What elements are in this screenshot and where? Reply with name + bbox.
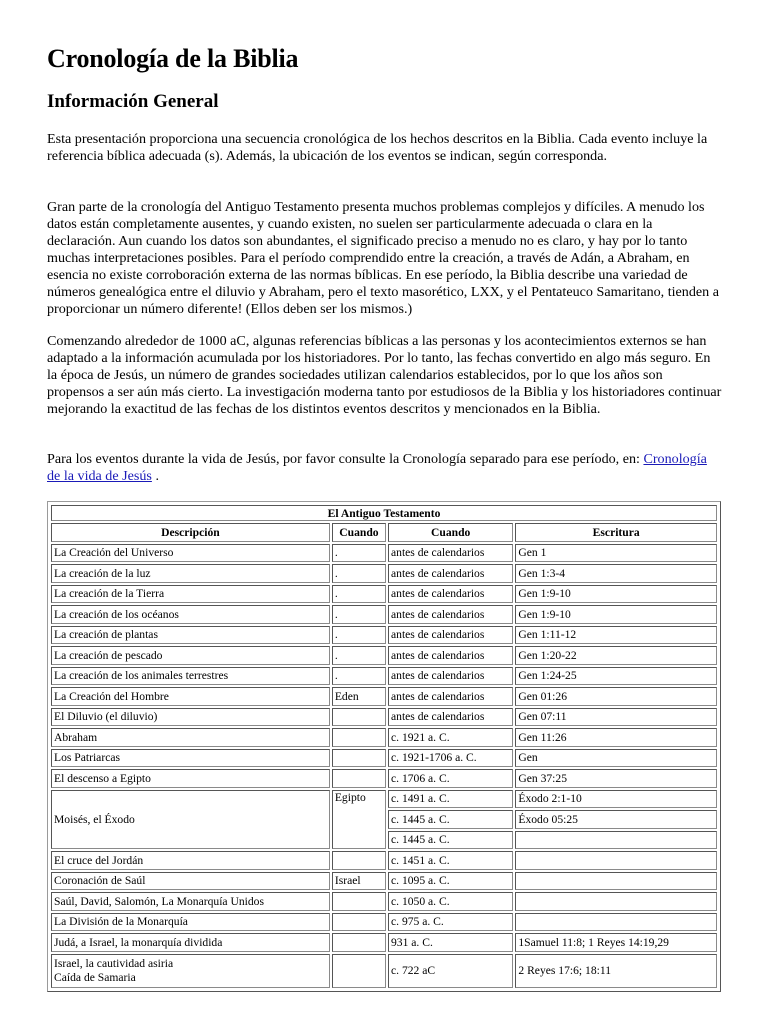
table-cell: c. 1451 a. C. xyxy=(388,851,513,870)
table-cell xyxy=(332,749,386,768)
table-cell: antes de calendarios xyxy=(388,646,513,665)
table-cell: Saúl, David, Salomón, La Monarquía Unidos xyxy=(51,892,330,911)
table-cell: Judá, a Israel, la monarquía dividida xyxy=(51,933,330,952)
table-row xyxy=(51,749,717,768)
table-cell: Gen 07:11 xyxy=(515,708,717,727)
table-row xyxy=(51,667,717,686)
table-cell: La creación de pescado xyxy=(51,646,330,665)
table-row xyxy=(51,954,717,988)
table-cell: Gen 1:24-25 xyxy=(515,667,717,686)
table-row xyxy=(51,913,717,932)
table-cell xyxy=(332,892,386,911)
table-cell xyxy=(515,851,717,870)
cell-line: Israel, la cautividad asiria xyxy=(54,957,174,970)
table-cell: Gen 1:20-22 xyxy=(515,646,717,665)
table-cell xyxy=(332,933,386,952)
table-row xyxy=(51,564,717,583)
table-row xyxy=(51,769,717,788)
jesus-chronology-link[interactable]: Cronología de la vida de Jesús xyxy=(47,451,707,484)
table-cell xyxy=(332,708,386,727)
table-cell: Gen 11:26 xyxy=(515,728,717,747)
table-row xyxy=(51,626,717,645)
table-cell: La Creación del Universo xyxy=(51,544,330,563)
table-cell xyxy=(332,769,386,788)
table-cell: Éxodo 2:1-10 xyxy=(515,790,717,809)
table-cell: Gen 01:26 xyxy=(515,687,717,706)
table-cell: Moisés, el Éxodo xyxy=(51,790,330,850)
table-cell: Gen 1:9-10 xyxy=(515,585,717,604)
table-cell: antes de calendarios xyxy=(388,687,513,706)
table-cell: El descenso a Egipto xyxy=(51,769,330,788)
table-row xyxy=(51,790,717,809)
table-cell: La creación de la luz xyxy=(51,564,330,583)
table-cell: La División de la Monarquía xyxy=(51,913,330,932)
cell-line: Caída de Samaria xyxy=(54,970,136,984)
table-cell: c. 1491 a. C. xyxy=(388,790,513,809)
table-cell: antes de calendarios xyxy=(388,626,513,645)
table-cell: antes de calendarios xyxy=(388,605,513,624)
table-cell: . xyxy=(332,667,386,686)
table-cell: antes de calendarios xyxy=(388,667,513,686)
table-cell: Coronación de Saúl xyxy=(51,872,330,891)
table-cell: Gen xyxy=(515,749,717,768)
table-row xyxy=(51,851,717,870)
table-cell: 2 Reyes 17:6; 18:11 xyxy=(515,954,717,988)
intro-paragraph: Esta presentación proporciona una secuencia cronológica de los hechos descritos en la Biblia. Cada evento incluye la referencia bíblica adecuada (s). Además, la ubicación de los eventos se indican, según corresponda. xyxy=(47,131,708,164)
table-cell xyxy=(332,913,386,932)
table-cell: La Creación del Hombre xyxy=(51,687,330,706)
table-cell: c. 1445 a. C. xyxy=(388,831,513,850)
table-cell: c. 1921 a. C. xyxy=(388,728,513,747)
table-cell: antes de calendarios xyxy=(388,564,513,583)
table-cell xyxy=(515,892,717,911)
table-row xyxy=(51,872,717,891)
table-cell: c. 722 aC xyxy=(388,954,513,988)
table-row xyxy=(51,933,717,952)
jesus-paragraph xyxy=(47,451,723,485)
table-cell: . xyxy=(332,585,386,604)
table-cell xyxy=(332,954,386,988)
table-cell: Egipto xyxy=(332,790,386,850)
table-row xyxy=(51,728,717,747)
table-row xyxy=(51,605,717,624)
table-row xyxy=(51,646,717,665)
table-cell: Los Patriarcas xyxy=(51,749,330,768)
table-cell: . xyxy=(332,564,386,583)
page-title: Cronología de la Biblia xyxy=(47,44,299,73)
column-header: Escritura xyxy=(515,523,717,542)
table-cell: c. 1445 a. C. xyxy=(388,810,513,829)
table-caption: El Antiguo Testamento xyxy=(51,505,717,521)
column-header: Descripción xyxy=(51,523,330,542)
table-cell xyxy=(515,872,717,891)
table-cell: c. 1706 a. C. xyxy=(388,769,513,788)
table-cell: Eden xyxy=(332,687,386,706)
table-cell: c. 1921-1706 a. C. xyxy=(388,749,513,768)
table-cell: La creación de los animales terrestres xyxy=(51,667,330,686)
table-cell: Gen 37:25 xyxy=(515,769,717,788)
table-cell: antes de calendarios xyxy=(388,708,513,727)
table-cell: Israel xyxy=(332,872,386,891)
jesus-paragraph-end: . xyxy=(155,468,159,484)
table-cell: . xyxy=(332,544,386,563)
table-cell: Gen 1:9-10 xyxy=(515,605,717,624)
old-testament-table xyxy=(47,501,721,992)
table-cell xyxy=(332,851,386,870)
table-cell xyxy=(515,831,717,850)
table-cell: 1Samuel 11:8; 1 Reyes 14:19,29 xyxy=(515,933,717,952)
table-cell: Gen 1:11-12 xyxy=(515,626,717,645)
table-cell: Gen 1 xyxy=(515,544,717,563)
jesus-paragraph-text: Para los eventos durante la vida de Jesús, por favor consulte la Cronología separado para ese período, en: xyxy=(47,451,640,467)
table-row xyxy=(51,687,717,706)
section-heading: Información General xyxy=(47,91,219,112)
table-cell: Gen 1:3-4 xyxy=(515,564,717,583)
column-header: Cuando xyxy=(388,523,513,542)
table-cell: Éxodo 05:25 xyxy=(515,810,717,829)
table-row xyxy=(51,544,717,563)
table-cell xyxy=(332,728,386,747)
table-cell xyxy=(515,913,717,932)
table-cell: La creación de la Tierra xyxy=(51,585,330,604)
dating-paragraph: Comenzando alrededor de 1000 aC, algunas referencias bíblicas a las personas y los acontecimientos externos se han adaptado a la información acumulada por los historiadores. Por lo tanto, las fechas convertido en algo más seguro. En la época de Jesús, un número de grandes sociedades utilizan calendarios establecidos, por lo que los años son propensos a ser aún más cierto. La investigación moderna tanto por estudiosos de la Biblia y los historiadores continuar mejorando la exactitud de las fechas de los distintos eventos descritos y mencionados en la Biblia. xyxy=(47,333,722,417)
table-cell: 931 a. C. xyxy=(388,933,513,952)
table-cell: Abraham xyxy=(51,728,330,747)
table-header-row xyxy=(51,523,717,542)
table-cell: La creación de los océanos xyxy=(51,605,330,624)
table-cell: . xyxy=(332,646,386,665)
table-cell: antes de calendarios xyxy=(388,585,513,604)
old-testament-paragraph: Gran parte de la cronología del Antiguo Testamento presenta muchos problemas complejos y difíciles. A menudo los datos están completamente ausentes, y cuando existen, no suelen ser particularmente adecuada o clara en la declaración. Aun cuando los datos son abundantes, el significado preciso a menudo no es claro, y hay por lo tanto muchas interpretaciones posibles. Para el período comprendido entre la creación, a través de Adán, a Abraham, en esencia no existe corroboración externa de las normas bíblicas. En ese período, la Biblia describe una variedad de números genealógica entre el diluvio y Abraham, pero el texto masorético, LXX, y el Pentateuco Samaritano, tienden a proporcionar un número diferente! (Ellos deben ser los mismos.) xyxy=(47,199,719,317)
table-cell: . xyxy=(332,626,386,645)
table-cell: El cruce del Jordán xyxy=(51,851,330,870)
table-cell: antes de calendarios xyxy=(388,544,513,563)
table-cell: c. 975 a. C. xyxy=(388,913,513,932)
column-header: Cuando xyxy=(332,523,386,542)
table-cell: c. 1050 a. C. xyxy=(388,892,513,911)
table-row xyxy=(51,892,717,911)
table-cell xyxy=(51,954,330,988)
table-cell: La creación de plantas xyxy=(51,626,330,645)
table-row xyxy=(51,585,717,604)
table-cell: El Diluvio (el diluvio) xyxy=(51,708,330,727)
table-cell: . xyxy=(332,605,386,624)
table-row xyxy=(51,708,717,727)
table-cell: c. 1095 a. C. xyxy=(388,872,513,891)
